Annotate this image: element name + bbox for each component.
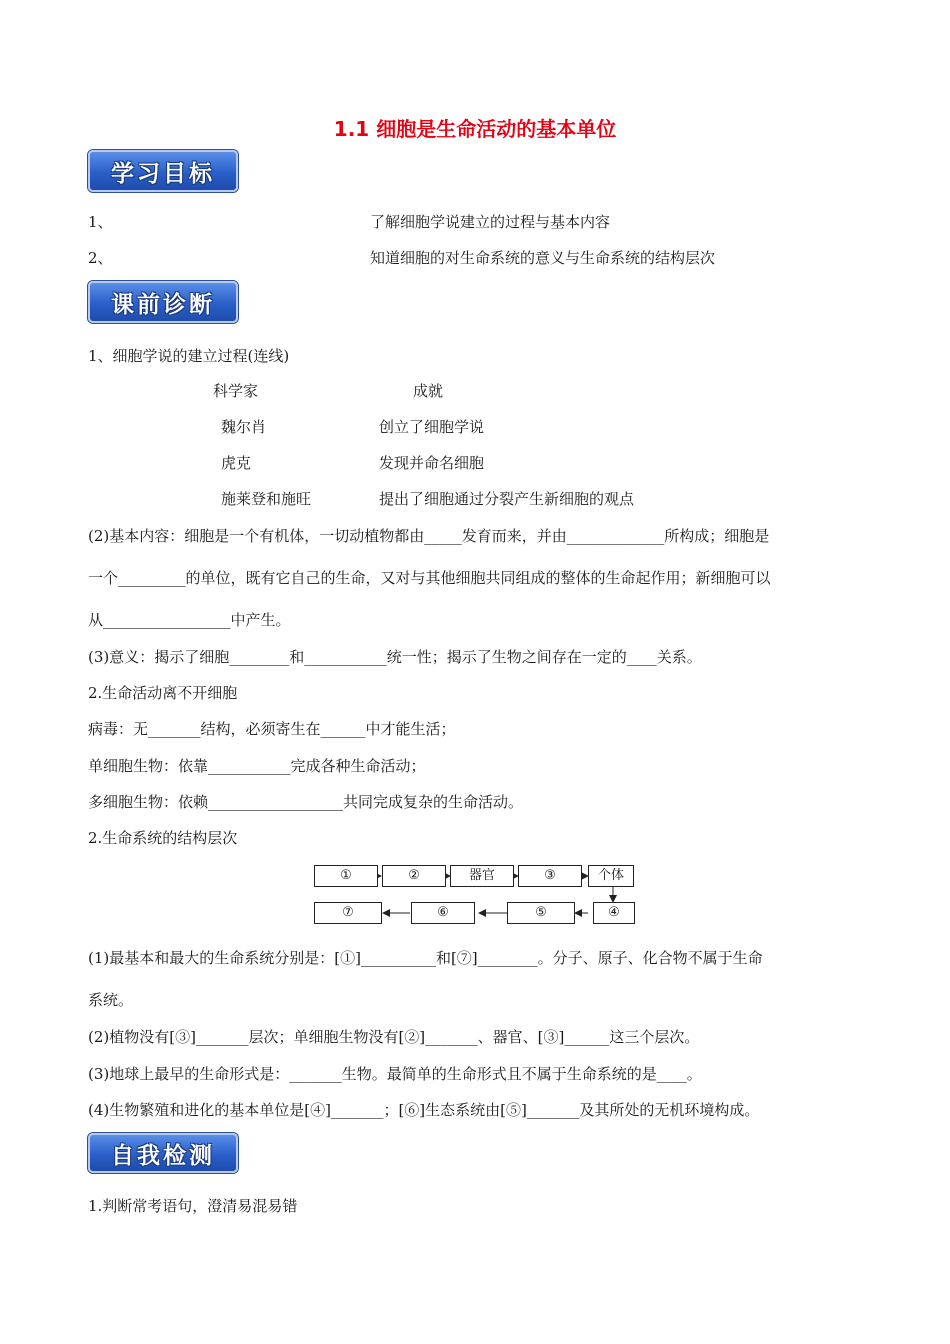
diagram-node: ①	[314, 865, 378, 887]
section-banner-diagnosis: 课前诊断	[88, 281, 238, 323]
scientist-item: 虎克	[221, 454, 252, 472]
section-banner-selftest: 自我检测	[88, 1133, 238, 1173]
diagram-node-individual: 个体	[588, 865, 634, 887]
goal-number: 1、	[88, 213, 113, 231]
content-line: 2.生命活动离不开细胞	[88, 684, 238, 702]
goal-number: 2、	[88, 249, 113, 267]
achievement-item: 创立了细胞学说	[379, 418, 485, 436]
diagram-node: ②	[382, 865, 446, 887]
diagram-node: ⑥	[411, 902, 475, 924]
content-line: (3)意义：揭示了细胞________和___________统一性；揭示了生物之间存在一定的____关系。	[88, 648, 702, 666]
question-line: (4)生物繁殖和进化的基本单位是[④]_______；[⑥]生态系统由[⑤]_______及其所处的无机环境构成。	[88, 1101, 760, 1119]
diagram-node-organ: 器官	[450, 865, 514, 887]
question-line: (1)最基本和最大的生命系统分别是：[①]__________和[⑦]________。分子、原子、化合物不属于生命	[88, 949, 763, 967]
section-banner-goals: 学习目标	[88, 150, 238, 192]
content-line: (2)基本内容：细胞是一个有机体，一切动植物都由_____发育而来，并由_____________所构成；细胞是	[88, 527, 770, 545]
achievement-item: 发现并命名细胞	[379, 454, 485, 472]
diagram-node: ③	[518, 865, 582, 887]
content-line: 单细胞生物：依靠___________完成各种生命活动；	[88, 757, 426, 775]
goal-text: 了解细胞学说建立的过程与基本内容	[370, 213, 611, 231]
content-line: 一个_________的单位，既有它自己的生命，又对与其他细胞共同组成的整体的生命起作用；新细胞可以	[88, 569, 771, 587]
question-line: (3)地球上最早的生命形式是：_______生物。最简单的生命形式且不属于生命系统的是____。	[88, 1065, 702, 1083]
column-header-scientist: 科学家	[213, 382, 259, 400]
diagram-node: ⑦	[314, 902, 382, 924]
content-line: 从_________________中产生。	[88, 611, 291, 629]
content-line: 多细胞生物：依赖__________________共同完成复杂的生命活动。	[88, 793, 524, 811]
question-line: (2)植物没有[③]_______层次；单细胞生物没有[②]_______、器官、[③]______这三个层次。	[88, 1028, 700, 1046]
content-line: 病毒：无_______结构，必须寄生在______中才能生活；	[88, 720, 456, 738]
question-heading: 1、细胞学说的建立过程(连线)	[88, 347, 290, 365]
achievement-item: 提出了细胞通过分裂产生新细胞的观点	[379, 490, 635, 508]
selftest-item: 1.判断常考语句，澄清易混易错	[88, 1197, 298, 1215]
column-header-achievement: 成就	[413, 382, 444, 400]
diagram-node: ⑤	[507, 902, 575, 924]
scientist-item: 魏尔肖	[221, 418, 267, 436]
scientist-item: 施莱登和施旺	[221, 490, 312, 508]
content-line: 2.生命系统的结构层次	[88, 829, 238, 847]
diagram-node: ④	[593, 902, 635, 924]
page-title: 1.1 细胞是生命活动的基本单位	[333, 117, 617, 141]
question-line: 系统。	[88, 991, 134, 1009]
goal-text: 知道细胞的对生命系统的意义与生命系统的结构层次	[370, 249, 716, 267]
